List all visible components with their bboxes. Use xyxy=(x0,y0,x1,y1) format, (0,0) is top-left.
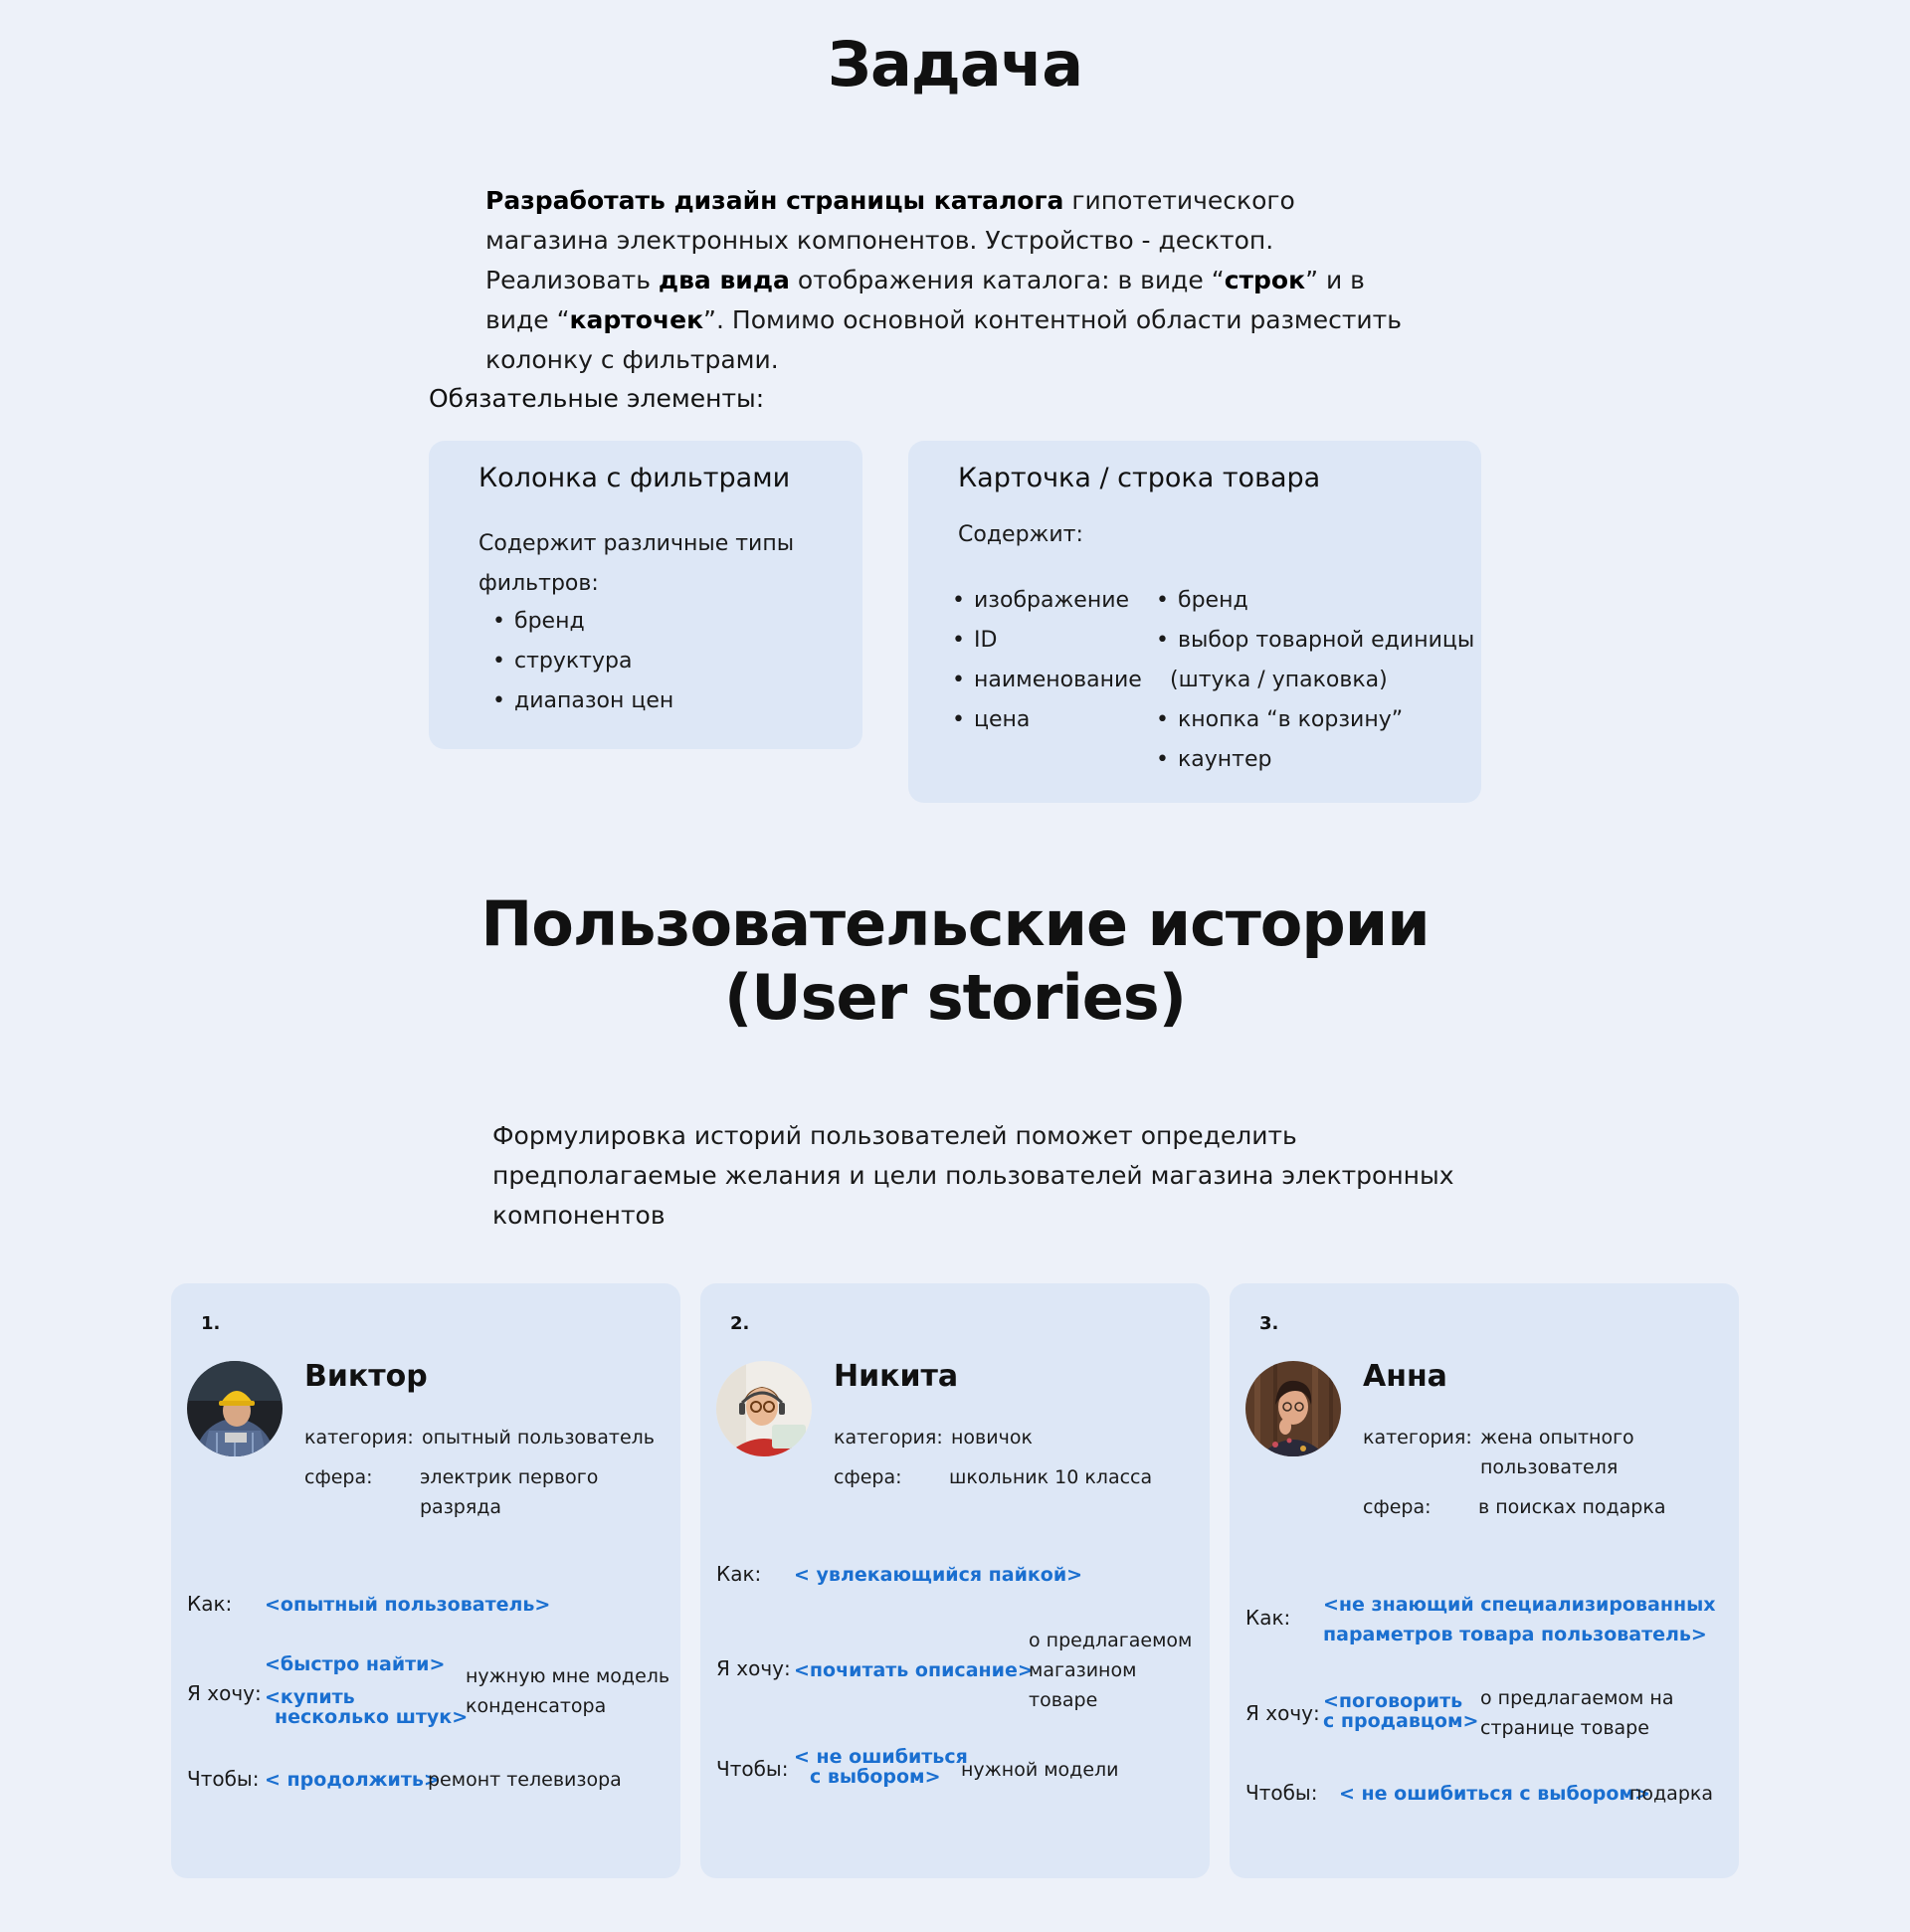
avatar xyxy=(716,1361,812,1456)
required-elements-label: Обязательные элементы: xyxy=(429,384,765,413)
category-label: категория: xyxy=(304,1427,414,1449)
task-intro: Разработать дизайн страницы каталога гипотетического магазина электронных компонентов. Устройство - десктоп. Реализовать два вида отображения каталога: в виде “строк” и в виде “карточек”. Помимо основной контентной области разместить колонку с фильтрами. xyxy=(485,186,1402,374)
want-label: Я хочу: xyxy=(716,1656,791,1680)
story-card-viktor xyxy=(171,1283,680,1878)
so-value: < не ошибиться с выбором> xyxy=(1339,1783,1650,1805)
sphere-label: сфера: xyxy=(304,1466,373,1488)
sphere-value: школьник 10 класса xyxy=(949,1466,1153,1488)
want-label: Я хочу: xyxy=(187,1681,262,1705)
persona-name: Анна xyxy=(1363,1359,1447,1394)
category-label: категория: xyxy=(834,1427,943,1449)
sphere-label: сфера: xyxy=(834,1466,902,1488)
list-item: • ID xyxy=(952,628,998,653)
as-label: Как: xyxy=(187,1592,233,1616)
category-value: опытный пользователь xyxy=(422,1427,655,1449)
sphere-value: электрик первого разряда xyxy=(420,1466,599,1518)
product-box xyxy=(908,441,1481,803)
category-label: категория: xyxy=(1363,1427,1472,1449)
filters-box-title: Колонка с фильтрами xyxy=(478,463,791,493)
filters-box xyxy=(429,441,862,749)
task-title: Задача xyxy=(827,28,1083,100)
product-list-col2 xyxy=(1156,581,1474,780)
product-box-desc: Содержит: xyxy=(958,522,1083,547)
product-box-title: Карточка / строка товара xyxy=(958,463,1321,493)
story-card-anna xyxy=(1230,1283,1739,1878)
want-value-a: <почитать описание> xyxy=(794,1659,1034,1681)
card-number: 1. xyxy=(201,1313,221,1334)
list-item: • диапазон цен xyxy=(492,688,674,713)
list-item: • наименование xyxy=(952,668,1142,692)
so-rest: нужной модели xyxy=(961,1759,1119,1781)
sphere-label: сфера: xyxy=(1363,1496,1432,1518)
list-item-cont: (штука / упаковка) xyxy=(1170,668,1388,692)
want-rest: о предлагаемом магазином товаре xyxy=(1029,1630,1193,1711)
want-value-a: <быстро найти> xyxy=(265,1653,446,1675)
so-rest: подарка xyxy=(1629,1783,1714,1805)
filters-list xyxy=(492,602,673,721)
want-rest: нужную мне модель конденсатора xyxy=(466,1665,670,1717)
persona-name: Никита xyxy=(834,1359,959,1394)
want-rest: о предлагаемом на странице товаре xyxy=(1480,1687,1674,1739)
persona-name: Виктор xyxy=(304,1359,428,1394)
list-item: • каунтер xyxy=(1156,747,1272,772)
list-item: • кнопка “в корзину” xyxy=(1156,707,1404,732)
list-item: • структура xyxy=(492,649,633,674)
so-rest: ремонт телевизора xyxy=(428,1769,622,1791)
stories-intro: Формулировка историй пользователей поможет определить предполагаемые желания и цели пользователей магазина электронных компонентов xyxy=(492,1121,1454,1230)
list-item: • изображение xyxy=(952,588,1130,613)
as-label: Как: xyxy=(716,1562,762,1586)
want-value-a: <поговорить с продавцом> xyxy=(1323,1690,1479,1732)
want-value-b: <купить несколько штук> xyxy=(265,1686,469,1728)
story-card-nikita xyxy=(700,1283,1210,1878)
category-value: новичок xyxy=(951,1427,1033,1449)
so-label: Чтобы: xyxy=(1245,1781,1318,1805)
as-label: Как: xyxy=(1245,1606,1291,1630)
as-value: <опытный пользователь> xyxy=(265,1594,551,1616)
list-item: • цена xyxy=(952,707,1031,732)
card-number: 3. xyxy=(1259,1313,1279,1334)
filters-box-desc: Содержит различные типы фильтров: xyxy=(478,531,795,596)
as-value: <не знающий специализированных параметров товара пользователь> xyxy=(1323,1594,1716,1645)
avatar xyxy=(1245,1361,1341,1456)
sphere-value: в поисках подарка xyxy=(1478,1496,1666,1518)
list-item: • бренд xyxy=(492,609,585,634)
list-item: • бренд xyxy=(1156,588,1248,613)
so-value: < продолжить> xyxy=(265,1769,440,1791)
product-list-col1 xyxy=(952,581,1142,740)
stories-title: Пользовательские истории (User stories) xyxy=(480,887,1430,1035)
card-number: 2. xyxy=(730,1313,750,1334)
so-label: Чтобы: xyxy=(716,1757,789,1781)
list-item: • выбор товарной единицы xyxy=(1156,628,1475,653)
avatar xyxy=(187,1361,283,1456)
so-value: < не ошибиться с выбором> xyxy=(794,1746,968,1788)
want-label: Я хочу: xyxy=(1245,1701,1320,1725)
as-value: < увлекающийся пайкой> xyxy=(794,1564,1083,1586)
so-label: Чтобы: xyxy=(187,1767,260,1791)
category-value: жена опытного пользователя xyxy=(1480,1427,1634,1478)
